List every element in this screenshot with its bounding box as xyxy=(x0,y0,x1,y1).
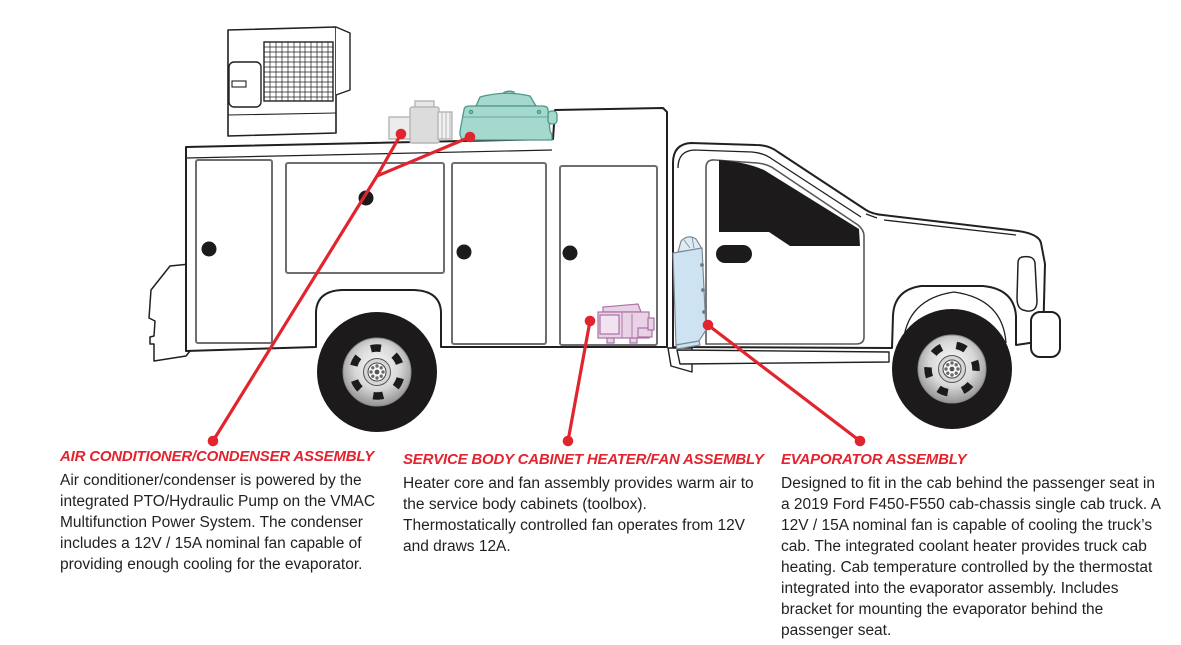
door-handle xyxy=(457,245,472,260)
service-body xyxy=(186,108,667,351)
callout-title: SERVICE BODY CABINET HEATER/FAN ASSEMBLY xyxy=(403,451,764,468)
leader-dot xyxy=(703,320,714,331)
evaporator-assembly-unit xyxy=(673,237,706,349)
leader-dot xyxy=(855,436,866,447)
panel-slot xyxy=(232,81,246,87)
rear-wheel xyxy=(317,312,437,432)
door-handle xyxy=(202,242,217,257)
front-bumper xyxy=(1031,312,1060,357)
callout-service-body-cabinet-heater-fan xyxy=(403,451,764,557)
leader-dot xyxy=(465,132,476,143)
front-wheel xyxy=(892,309,1012,429)
leader-dot xyxy=(585,316,596,327)
leader-dot xyxy=(396,129,407,140)
cab-door-handle xyxy=(716,245,752,263)
callout-evaporator xyxy=(781,451,1165,641)
callout-air-conditioner-condenser xyxy=(60,448,392,575)
headlight xyxy=(1017,257,1037,311)
callout-title: AIR CONDITIONER/CONDENSER ASSEMBLY xyxy=(60,448,375,465)
vmac-power-system-box xyxy=(228,27,350,136)
cabinet-compartment-top xyxy=(286,163,444,273)
condenser-assembly-unit xyxy=(460,91,557,140)
door-handle xyxy=(563,246,578,261)
rear-bumper xyxy=(149,264,190,361)
leader-dot xyxy=(563,436,574,447)
callout-body: Heater core and fan assembly provides warm air to the service body cabinets (toolbox). Thermostatically controlled fan operates from 12V and draws 12A. xyxy=(403,475,754,555)
leader-dot xyxy=(208,436,219,447)
callout-body: Designed to fit in the cab behind the passenger seat in a 2019 Ford F450-F550 cab-chassis single cab truck. A 12V / 15A nominal fan is capable of cooling the truck’s cab. The integrated coolant heater provides truck cab heating. Cab temperature controlled by the thermostat integrated into the evaporator assembly. Includes bracket for mounting the evaporator behind the passenger seat. xyxy=(781,475,1161,639)
callout-body: Air conditioner/condenser is powered by the integrated PTO/Hydraulic Pump on the VMAC Multifunction Power System. The condenser includes a 12V / 15A nominal fan capable of providing enough cooling for the evaporator. xyxy=(60,472,376,573)
running-board xyxy=(677,350,889,364)
callout-title: EVAPORATOR ASSEMBLY xyxy=(781,451,967,468)
